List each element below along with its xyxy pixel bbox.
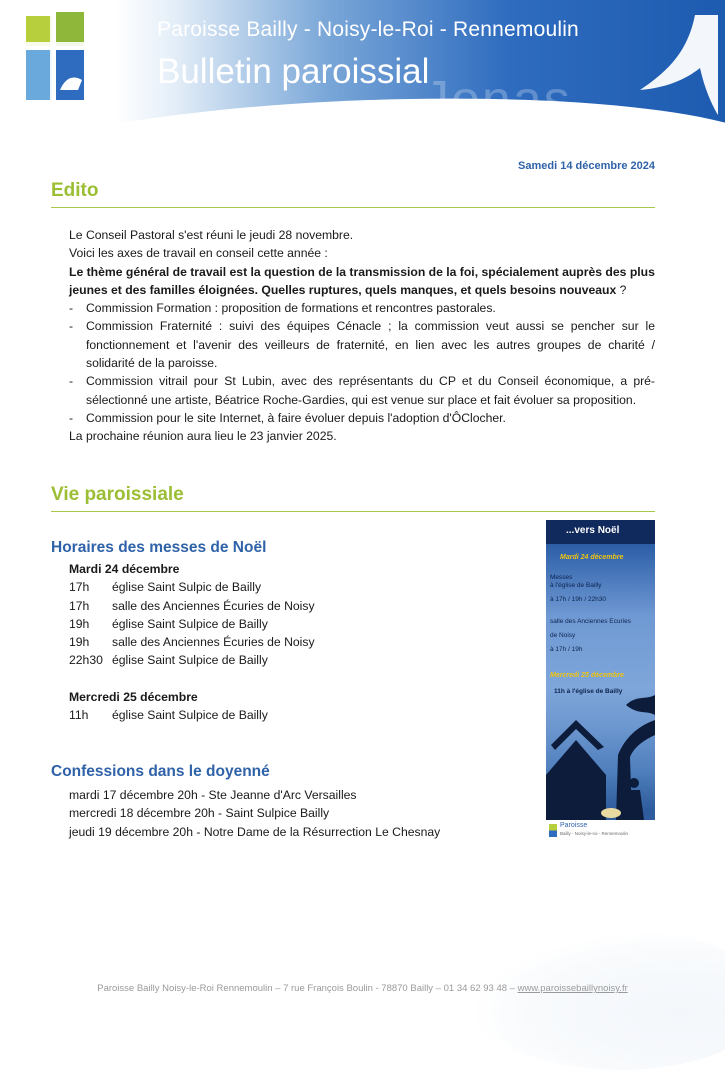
vie-divider [51, 511, 655, 512]
commission-item: - Commission Fraternité : suivi des équipes Cénacle ; la commission veut aussi se pencher sur le fonctionnement et l'avenir des veilleurs de fraternité, en lien avec les autres groupes de charité / solidarité de la paroisse. [69, 319, 655, 371]
poster-text: de Noisy [550, 632, 576, 639]
mass-row: 19h salle des Anciennes Écuries de Noisy [69, 635, 315, 650]
confession-row: mercredi 18 décembre 20h - Saint Sulpice Bailly [69, 806, 330, 821]
confession-row: jeudi 19 décembre 20h - Notre Dame de la Résurrection Le Chesnay [69, 824, 441, 839]
footer-wave [470, 930, 725, 1070]
day-heading: Mardi 24 décembre [69, 562, 180, 576]
poster-day-2: Mercredi 25 décembre [550, 672, 624, 679]
day-heading: Mercredi 25 décembre [69, 689, 198, 704]
edito-theme: Le thème général de travail est la question de la transmission de la foi, spécialement auprès des plus jeunes et des familles éloignées. Quelles ruptures, quels manques, et quels besoins nouveaux ? [69, 264, 655, 297]
nativity-scene-icon [546, 695, 655, 820]
mass-row: 17h église Saint Sulpic de Bailly [69, 580, 262, 595]
commission-item: - Commission Formation : proposition de formations et rencontres pastorales. [69, 301, 496, 316]
edito-title: Edito [51, 180, 99, 201]
mass-row: 17h salle des Anciennes Écuries de Noisy [69, 598, 315, 613]
bulletin-date: Samedi 14 décembre 2024 [518, 160, 655, 172]
poster-parish-towns: Bailly - Noisy-le-roi - Rennemoulin [560, 831, 629, 836]
confession-row: mardi 17 décembre 20h - Ste Jeanne d'Arc Versailles [69, 788, 357, 802]
parish-name: Paroisse Bailly - Noisy-le-Roi - Rennemoulin [157, 18, 579, 41]
footer-address: Paroisse Bailly Noisy-le-Roi Rennemoulin – 7 rue François Boulin - 78870 Bailly – 01 34 62 93 48 – [97, 983, 518, 994]
page-footer [0, 983, 725, 994]
poster-text: à l'église de Bailly [550, 582, 602, 589]
mass-row: 11h église Saint Sulpice de Bailly [69, 708, 268, 723]
parish-logo-icon [22, 12, 88, 104]
poster-day-1: Mardi 24 décembre [560, 554, 624, 561]
confessions-list [69, 786, 440, 841]
noel-schedule [69, 560, 315, 724]
whale-tail-icon [600, 10, 720, 120]
poster-title: ...vers Noël [566, 525, 620, 536]
poster-parish: Paroisse [560, 822, 588, 829]
mass-row: 19h église Saint Sulpice de Bailly [69, 616, 268, 631]
commission-item: - Commission vitrail pour St Lubin, avec des représentants du CP et du Conseil économique, a pré-sélectionné une artiste, Béatrice Roche-Gardies, qui est venue sur place et fait évoluer sa proposition. [69, 374, 655, 407]
jonas-watermark: Jonas [423, 71, 572, 128]
commission-item: - Commission pour le site Internet, à faire évoluer depuis l'adoption d'ÔClocher. [69, 410, 506, 425]
vie-title: Vie paroissiale [51, 484, 184, 505]
edito-line-1: Le Conseil Pastoral s'est réuni le jeudi 28 novembre. [69, 228, 354, 242]
mass-row: 22h30 église Saint Sulpice de Bailly [69, 653, 268, 668]
confessions-title: Confessions dans le doyenné [51, 763, 270, 780]
bulletin-title: Bulletin paroissial [157, 52, 430, 91]
poster-text: salle des Anciennes Ecuries [550, 618, 631, 625]
poster-text: à 17h / 19h [550, 646, 583, 653]
noel-title: Horaires des messes de Noël [51, 539, 267, 556]
poster-footer [546, 820, 655, 842]
edito-divider [51, 207, 655, 208]
header-banner [0, 0, 725, 128]
website-link[interactable]: www.paroissebaillynoisy.fr [517, 983, 628, 994]
poster-text: Messes [550, 574, 573, 581]
edito-body [69, 226, 655, 446]
poster-text: à 17h / 19h / 22h30 [550, 596, 607, 603]
christmas-poster [546, 520, 655, 842]
poster-text: 11h à l'église de Bailly [554, 688, 623, 695]
edito-line-2: Voici les axes de travail en conseil cette année : [69, 246, 328, 261]
edito-closing: La prochaine réunion aura lieu le 23 janvier 2025. [69, 429, 337, 444]
